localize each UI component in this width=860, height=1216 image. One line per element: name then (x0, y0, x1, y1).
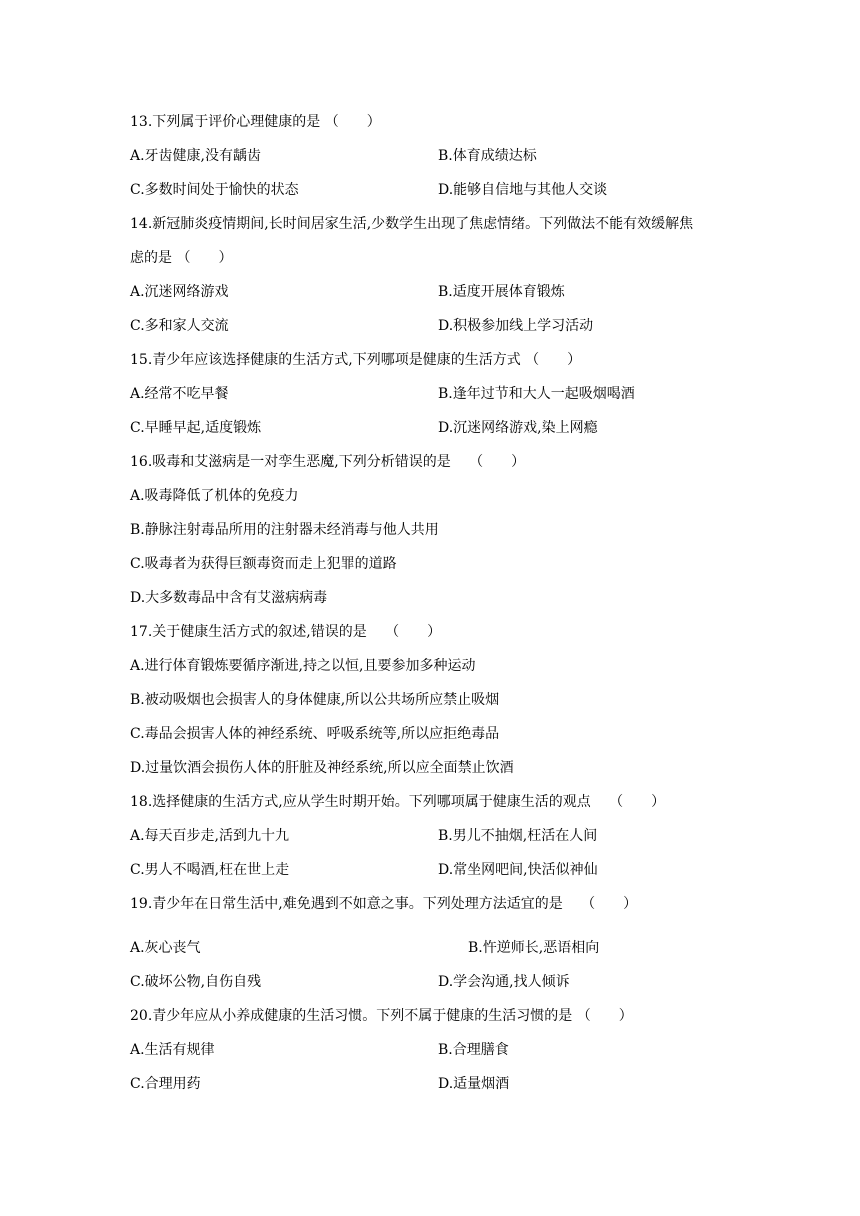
question-13-option-d: D.能够自信地与其他人交谈 (438, 182, 608, 198)
question-17-stem: 17.关于健康生活方式的叙述,错误的是 （ ） (130, 624, 442, 640)
question-19-option-c: C.破坏公物,自伤自残 (130, 974, 262, 990)
question-19-stem: 19.青少年在日常生活中,难免遇到不如意之事。下列处理方法适宜的是 （ ） (130, 896, 638, 912)
question-16-option-d: D.大多数毒品中含有艾滋病病毒 (130, 590, 328, 606)
question-15-option-d: D.沉迷网络游戏,染上网瘾 (438, 420, 598, 436)
question-18-option-c: C.男人不喝酒,枉在世上走 (130, 862, 290, 878)
question-19-option-a: A.灰心丧气 (130, 940, 201, 956)
question-17-option-b: B.被动吸烟也会损害人的身体健康,所以公共场所应禁止吸烟 (130, 692, 500, 708)
question-20-option-a: A.生活有规律 (130, 1042, 215, 1058)
question-18-options-row-2 (130, 860, 730, 880)
question-15-options-row-1 (130, 384, 730, 404)
question-15-options-row-2 (130, 418, 730, 438)
question-16-option-a: A.吸毒降低了机体的免疫力 (130, 488, 299, 504)
question-17-option-a: A.进行体育锻炼要循序渐进,持之以恒,且要参加多种运动 (130, 658, 476, 674)
question-14-stem-line-2: 虑的是 （ ） (130, 250, 233, 266)
question-13-option-b: B.体育成绩达标 (438, 148, 537, 164)
question-14-option-a: A.沉迷网络游戏 (130, 284, 229, 300)
question-14-options-row-1 (130, 282, 730, 302)
question-18-option-b: B.男儿不抽烟,枉活在人间 (438, 828, 598, 844)
question-16-option-b: B.静脉注射毒品所用的注射器未经消毒与他人共用 (130, 522, 439, 538)
question-13-options-row-1 (130, 146, 730, 166)
question-19-option-d: D.学会沟通,找人倾诉 (438, 974, 570, 990)
question-17-option-d: D.过量饮酒会损伤人体的肝脏及神经系统,所以应全面禁止饮酒 (130, 760, 514, 776)
question-19-option-b: B.忤逆师长,恶语相向 (468, 940, 600, 956)
question-17-option-c: C.毒品会损害人体的神经系统、呼吸系统等,所以应拒绝毒品 (130, 726, 500, 742)
question-13-options-row-2 (130, 180, 730, 200)
question-14-option-d: D.积极参加线上学习活动 (438, 318, 594, 334)
question-14-stem-line-1: 14.新冠肺炎疫情期间,长时间居家生活,少数学生出现了焦虑情绪。下列做法不能有效缓解焦 (130, 216, 694, 232)
question-18-option-d: D.常坐网吧间,快活似神仙 (438, 862, 598, 878)
question-14-option-c: C.多和家人交流 (130, 318, 229, 334)
question-18-options-row-1 (130, 826, 730, 846)
question-20-options-row-2 (130, 1074, 730, 1094)
question-13-option-c: C.多数时间处于愉快的状态 (130, 182, 299, 198)
question-16-option-c: C.吸毒者为获得巨额毒资而走上犯罪的道路 (130, 556, 397, 572)
question-13-option-a: A.牙齿健康,没有龋齿 (130, 148, 262, 164)
question-15-stem: 15.青少年应该选择健康的生活方式,下列哪项是健康的生活方式 （ ） (130, 352, 582, 368)
question-16-stem: 16.吸毒和艾滋病是一对孪生恶魔,下列分析错误的是 （ ） (130, 454, 526, 470)
question-15-option-c: C.早睡早起,适度锻炼 (130, 420, 262, 436)
question-13-stem: 13.下列属于评价心理健康的是 （ ） (130, 114, 381, 130)
question-20-option-b: B.合理膳食 (438, 1042, 509, 1058)
question-19-options-row-1 (130, 938, 730, 958)
question-20-option-d: D.适量烟酒 (438, 1076, 510, 1092)
question-15-option-a: A.经常不吃早餐 (130, 386, 229, 402)
question-20-option-c: C.合理用药 (130, 1076, 201, 1092)
question-14-options-row-2 (130, 316, 730, 336)
question-15-option-b: B.逢年过节和大人一起吸烟喝酒 (438, 386, 635, 402)
question-19-options-row-2 (130, 972, 730, 992)
question-18-option-a: A.每天百步走,活到九十九 (130, 828, 290, 844)
question-20-stem: 20.青少年应从小养成健康的生活习惯。下列不属于健康的生活习惯的是 （ ） (130, 1008, 633, 1024)
question-20-options-row-1 (130, 1040, 730, 1060)
question-14-option-b: B.适度开展体育锻炼 (438, 284, 565, 300)
question-18-stem: 18.选择健康的生活方式,应从学生时期开始。下列哪项属于健康生活的观点 （ ） (130, 794, 666, 810)
